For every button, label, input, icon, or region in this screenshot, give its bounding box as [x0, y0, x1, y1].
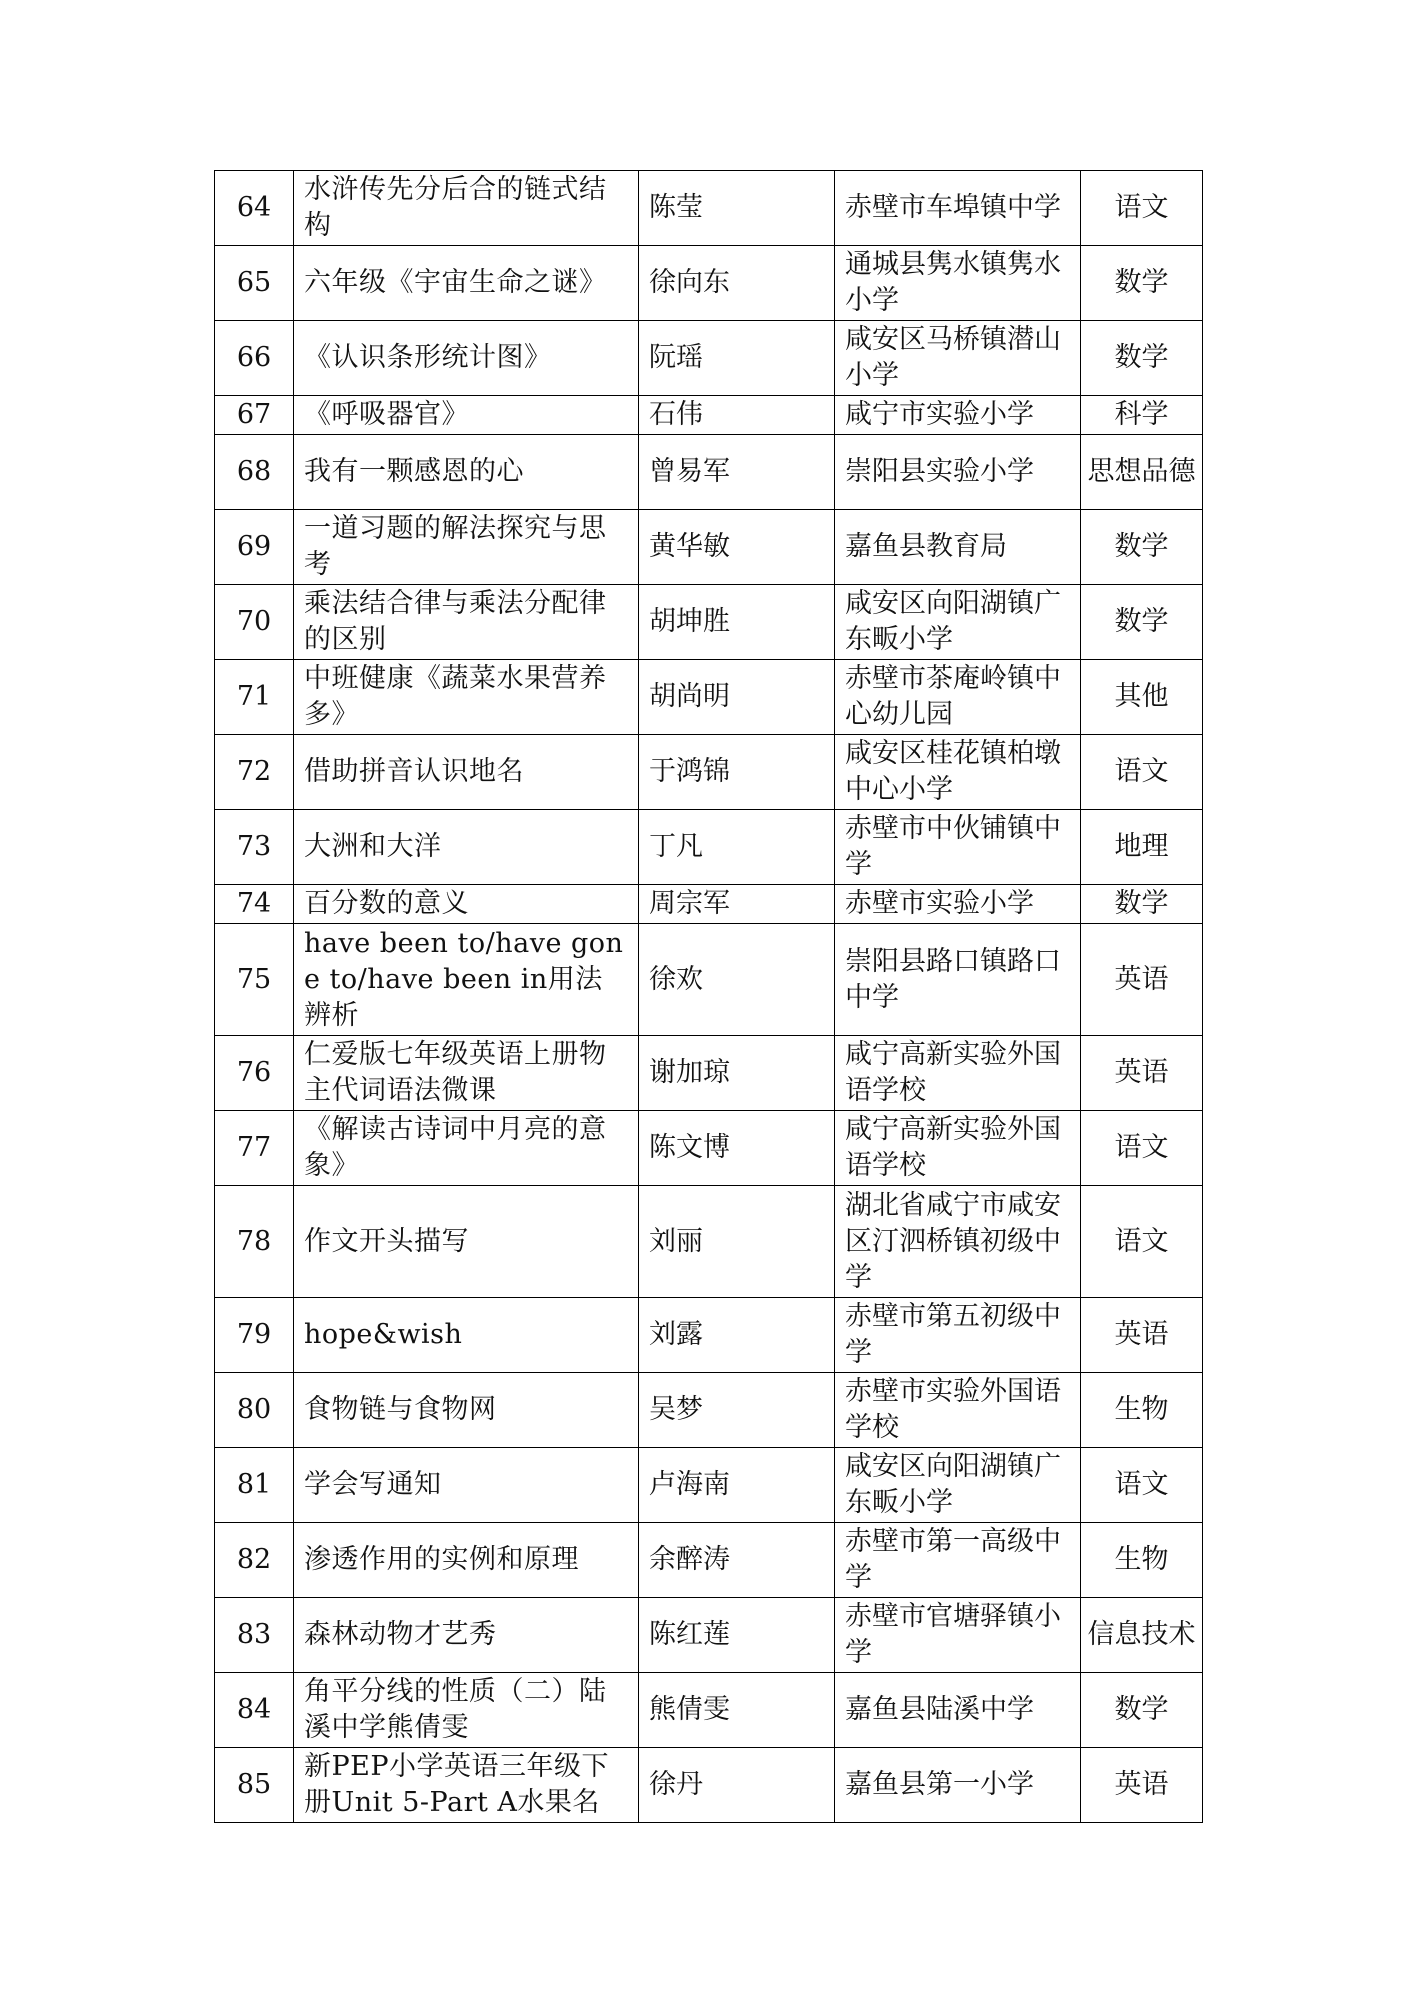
table-row [215, 585, 1203, 660]
row-number-cell: 72 [215, 735, 294, 810]
subject-cell: 生物 [1081, 1523, 1203, 1598]
subject-cell: 地理 [1081, 810, 1203, 885]
author-name-cell: 余醉涛 [639, 1523, 835, 1598]
table-row [215, 1036, 1203, 1111]
course-title-cell: 仁爱版七年级英语上册物主代词语法微课 [294, 1036, 639, 1111]
course-title-cell: have been to/have gone to/have been in用法辨析 [294, 924, 639, 1036]
subject-cell: 其他 [1081, 660, 1203, 735]
table-row [215, 735, 1203, 810]
row-number-cell: 75 [215, 924, 294, 1036]
school-name-cell: 赤壁市第五初级中学 [835, 1298, 1081, 1373]
author-name-cell: 陈莹 [639, 171, 835, 246]
school-name-cell: 咸宁市实验小学 [835, 396, 1081, 435]
row-number-cell: 77 [215, 1111, 294, 1186]
course-title-cell: 我有一颗感恩的心 [294, 435, 639, 510]
course-title-cell: 大洲和大洋 [294, 810, 639, 885]
subject-cell: 思想品德 [1081, 435, 1203, 510]
table-row [215, 510, 1203, 585]
course-title-cell: 中班健康《蔬菜水果营养多》 [294, 660, 639, 735]
subject-cell: 语文 [1081, 735, 1203, 810]
author-name-cell: 刘丽 [639, 1186, 835, 1298]
course-title-cell: 六年级《宇宙生命之谜》 [294, 246, 639, 321]
school-name-cell: 崇阳县路口镇路口中学 [835, 924, 1081, 1036]
table-row [215, 246, 1203, 321]
school-name-cell: 嘉鱼县陆溪中学 [835, 1673, 1081, 1748]
subject-cell: 英语 [1081, 1036, 1203, 1111]
course-table [214, 170, 1203, 1823]
course-title-cell: 森林动物才艺秀 [294, 1598, 639, 1673]
school-name-cell: 赤壁市茶庵岭镇中心幼儿园 [835, 660, 1081, 735]
course-title-cell: 水浒传先分后合的链式结构 [294, 171, 639, 246]
table-row [215, 396, 1203, 435]
school-name-cell: 赤壁市中伙铺镇中学 [835, 810, 1081, 885]
course-title-cell: 新PEP小学英语三年级下册Unit 5-Part A水果名 [294, 1748, 639, 1823]
school-name-cell: 赤壁市第一高级中学 [835, 1523, 1081, 1598]
row-number-cell: 73 [215, 810, 294, 885]
subject-cell: 数学 [1081, 246, 1203, 321]
school-name-cell: 赤壁市官塘驿镇小学 [835, 1598, 1081, 1673]
course-title-cell: 《认识条形统计图》 [294, 321, 639, 396]
course-title-cell: 借助拼音认识地名 [294, 735, 639, 810]
table-row [215, 1673, 1203, 1748]
school-name-cell: 咸宁高新实验外国语学校 [835, 1111, 1081, 1186]
author-name-cell: 丁凡 [639, 810, 835, 885]
subject-cell: 语文 [1081, 1448, 1203, 1523]
course-title-cell: hope&wish [294, 1298, 639, 1373]
table-row [215, 1523, 1203, 1598]
row-number-cell: 82 [215, 1523, 294, 1598]
author-name-cell: 刘露 [639, 1298, 835, 1373]
course-title-cell: 《解读古诗词中月亮的意象》 [294, 1111, 639, 1186]
author-name-cell: 曾易军 [639, 435, 835, 510]
table-row [215, 885, 1203, 924]
school-name-cell: 赤壁市车埠镇中学 [835, 171, 1081, 246]
row-number-cell: 70 [215, 585, 294, 660]
table-row [215, 924, 1203, 1036]
school-name-cell: 嘉鱼县教育局 [835, 510, 1081, 585]
course-title-cell: 一道习题的解法探究与思考 [294, 510, 639, 585]
author-name-cell: 熊倩雯 [639, 1673, 835, 1748]
author-name-cell: 谢加琼 [639, 1036, 835, 1111]
school-name-cell: 咸宁高新实验外国语学校 [835, 1036, 1081, 1111]
course-title-cell: 学会写通知 [294, 1448, 639, 1523]
row-number-cell: 74 [215, 885, 294, 924]
author-name-cell: 黄华敏 [639, 510, 835, 585]
course-title-cell: 《呼吸器官》 [294, 396, 639, 435]
school-name-cell: 通城县隽水镇隽水小学 [835, 246, 1081, 321]
row-number-cell: 71 [215, 660, 294, 735]
row-number-cell: 80 [215, 1373, 294, 1448]
table-row [215, 171, 1203, 246]
table-row [215, 660, 1203, 735]
table-row [215, 810, 1203, 885]
author-name-cell: 周宗军 [639, 885, 835, 924]
school-name-cell: 咸安区向阳湖镇广东畈小学 [835, 585, 1081, 660]
course-title-cell: 百分数的意义 [294, 885, 639, 924]
table-row [215, 1186, 1203, 1298]
subject-cell: 语文 [1081, 1111, 1203, 1186]
subject-cell: 数学 [1081, 885, 1203, 924]
subject-cell: 生物 [1081, 1373, 1203, 1448]
author-name-cell: 徐欢 [639, 924, 835, 1036]
school-name-cell: 咸安区马桥镇潜山小学 [835, 321, 1081, 396]
author-name-cell: 胡尚明 [639, 660, 835, 735]
subject-cell: 数学 [1081, 585, 1203, 660]
school-name-cell: 嘉鱼县第一小学 [835, 1748, 1081, 1823]
subject-cell: 语文 [1081, 1186, 1203, 1298]
row-number-cell: 85 [215, 1748, 294, 1823]
row-number-cell: 65 [215, 246, 294, 321]
table-row [215, 1748, 1203, 1823]
table-row [215, 1298, 1203, 1373]
subject-cell: 语文 [1081, 171, 1203, 246]
subject-cell: 数学 [1081, 510, 1203, 585]
school-name-cell: 赤壁市实验外国语学校 [835, 1373, 1081, 1448]
subject-cell: 英语 [1081, 924, 1203, 1036]
course-title-cell: 食物链与食物网 [294, 1373, 639, 1448]
school-name-cell: 湖北省咸宁市咸安区汀泗桥镇初级中学 [835, 1186, 1081, 1298]
table-row [215, 321, 1203, 396]
course-title-cell: 角平分线的性质（二）陆溪中学熊倩雯 [294, 1673, 639, 1748]
row-number-cell: 81 [215, 1448, 294, 1523]
row-number-cell: 78 [215, 1186, 294, 1298]
subject-cell: 数学 [1081, 1673, 1203, 1748]
author-name-cell: 阮瑶 [639, 321, 835, 396]
subject-cell: 科学 [1081, 396, 1203, 435]
table-row [215, 1373, 1203, 1448]
author-name-cell: 吴梦 [639, 1373, 835, 1448]
course-title-cell: 渗透作用的实例和原理 [294, 1523, 639, 1598]
subject-cell: 数学 [1081, 321, 1203, 396]
school-name-cell: 咸安区向阳湖镇广东畈小学 [835, 1448, 1081, 1523]
row-number-cell: 67 [215, 396, 294, 435]
author-name-cell: 石伟 [639, 396, 835, 435]
author-name-cell: 陈文博 [639, 1111, 835, 1186]
row-number-cell: 83 [215, 1598, 294, 1673]
author-name-cell: 卢海南 [639, 1448, 835, 1523]
subject-cell: 信息技术 [1081, 1598, 1203, 1673]
school-name-cell: 赤壁市实验小学 [835, 885, 1081, 924]
row-number-cell: 64 [215, 171, 294, 246]
table-row [215, 435, 1203, 510]
course-title-cell: 乘法结合律与乘法分配律的区别 [294, 585, 639, 660]
table-row [215, 1448, 1203, 1523]
row-number-cell: 68 [215, 435, 294, 510]
school-name-cell: 崇阳县实验小学 [835, 435, 1081, 510]
subject-cell: 英语 [1081, 1748, 1203, 1823]
author-name-cell: 徐向东 [639, 246, 835, 321]
author-name-cell: 于鸿锦 [639, 735, 835, 810]
table-row [215, 1111, 1203, 1186]
table-row [215, 1598, 1203, 1673]
row-number-cell: 79 [215, 1298, 294, 1373]
row-number-cell: 84 [215, 1673, 294, 1748]
author-name-cell: 陈红莲 [639, 1598, 835, 1673]
row-number-cell: 76 [215, 1036, 294, 1111]
course-title-cell: 作文开头描写 [294, 1186, 639, 1298]
author-name-cell: 徐丹 [639, 1748, 835, 1823]
row-number-cell: 69 [215, 510, 294, 585]
table-body [215, 171, 1203, 1823]
author-name-cell: 胡坤胜 [639, 585, 835, 660]
row-number-cell: 66 [215, 321, 294, 396]
school-name-cell: 咸安区桂花镇柏墩中心小学 [835, 735, 1081, 810]
subject-cell: 英语 [1081, 1298, 1203, 1373]
